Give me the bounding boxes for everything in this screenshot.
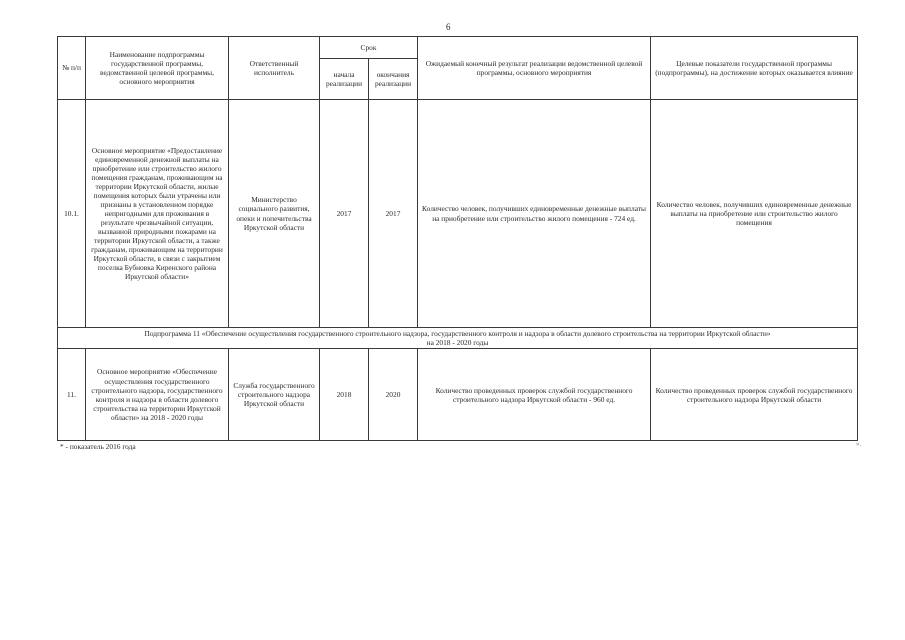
row-start-year: 2018 (320, 349, 369, 441)
subprogram-row (58, 328, 858, 349)
header-row (58, 37, 858, 59)
row-indicator: Количество проведенных проверок службой государственного строительного надзора Иркутской области (651, 349, 858, 441)
table-row (58, 100, 858, 328)
table-row (58, 349, 858, 441)
header-term-start: начала реализации (320, 59, 369, 100)
header-term: Срок (320, 37, 418, 59)
page-number: 6 (446, 22, 451, 32)
row-name: Основное мероприятие «Обеспечение осуществления государственного строительного надзора, государственного контроля и надзора в области долевого строительства на территории Иркутской области» на 2018 - 2020 годы (86, 349, 229, 441)
header-result: Ожидаемый конечный результат реализации ведомственной целевой программы, основного мероприятия (418, 37, 651, 100)
row-num: 11. (58, 349, 86, 441)
subprogram-line-1: Подпрограмма 11 «Обеспечение осуществления государственного строительного надзора, государственного контроля и надзора в области долевого строительства на территории Иркутской области» (144, 329, 771, 338)
header-executor: Ответственный исполнитель (229, 37, 320, 100)
row-result: Количество человек, получивших единовременные денежные выплаты на приобретение или строительство жилого помещения - 724 ед. (418, 100, 651, 328)
footnote: * - показатель 2016 года (60, 442, 136, 451)
closing-quote-mark: ». (856, 440, 862, 448)
program-table (57, 36, 858, 441)
row-num: 10.1. (58, 100, 86, 328)
row-end-year: 2017 (369, 100, 418, 328)
row-executor: Служба государственного строительного надзора Иркутской области (229, 349, 320, 441)
row-start-year: 2017 (320, 100, 369, 328)
row-indicator: Количество человек, получивших единовременные денежные выплаты на приобретение или строительство жилого помещения (651, 100, 858, 328)
header-num: № п/п (58, 37, 86, 100)
row-executor: Министерство социального развития, опеки и попечительства Иркутской области (229, 100, 320, 328)
subprogram-title (58, 328, 858, 349)
row-result: Количество проведенных проверок службой государственного строительного надзора Иркутской области - 960 ед. (418, 349, 651, 441)
row-end-year: 2020 (369, 349, 418, 441)
header-indicators: Целевые показатели государственной программы (подпрограммы), на достижение которых оказывается влияние (651, 37, 858, 100)
header-term-end: окончания реализации (369, 59, 418, 100)
header-name: Наименование подпрограммы государственной программы, ведомственной целевой программы, основного мероприятия (86, 37, 229, 100)
subprogram-line-2: на 2018 - 2020 годы (426, 338, 489, 348)
row-name: Основное мероприятие «Предоставление единовременной денежной выплаты на приобретение или строительство жилого помещения гражданам, проживающим на территории Иркутской области, жилые помещения которых были утрачены или признаны в установленном порядке непригодными для проживания в результате чрезвычайной ситуации, вызванной природными пожарами на территории Иркутской области, а также гражданам, проживающим на территории Иркутской области, в связи с закрытием поселка Бубновка Киренского района Иркутской области» (86, 100, 229, 328)
